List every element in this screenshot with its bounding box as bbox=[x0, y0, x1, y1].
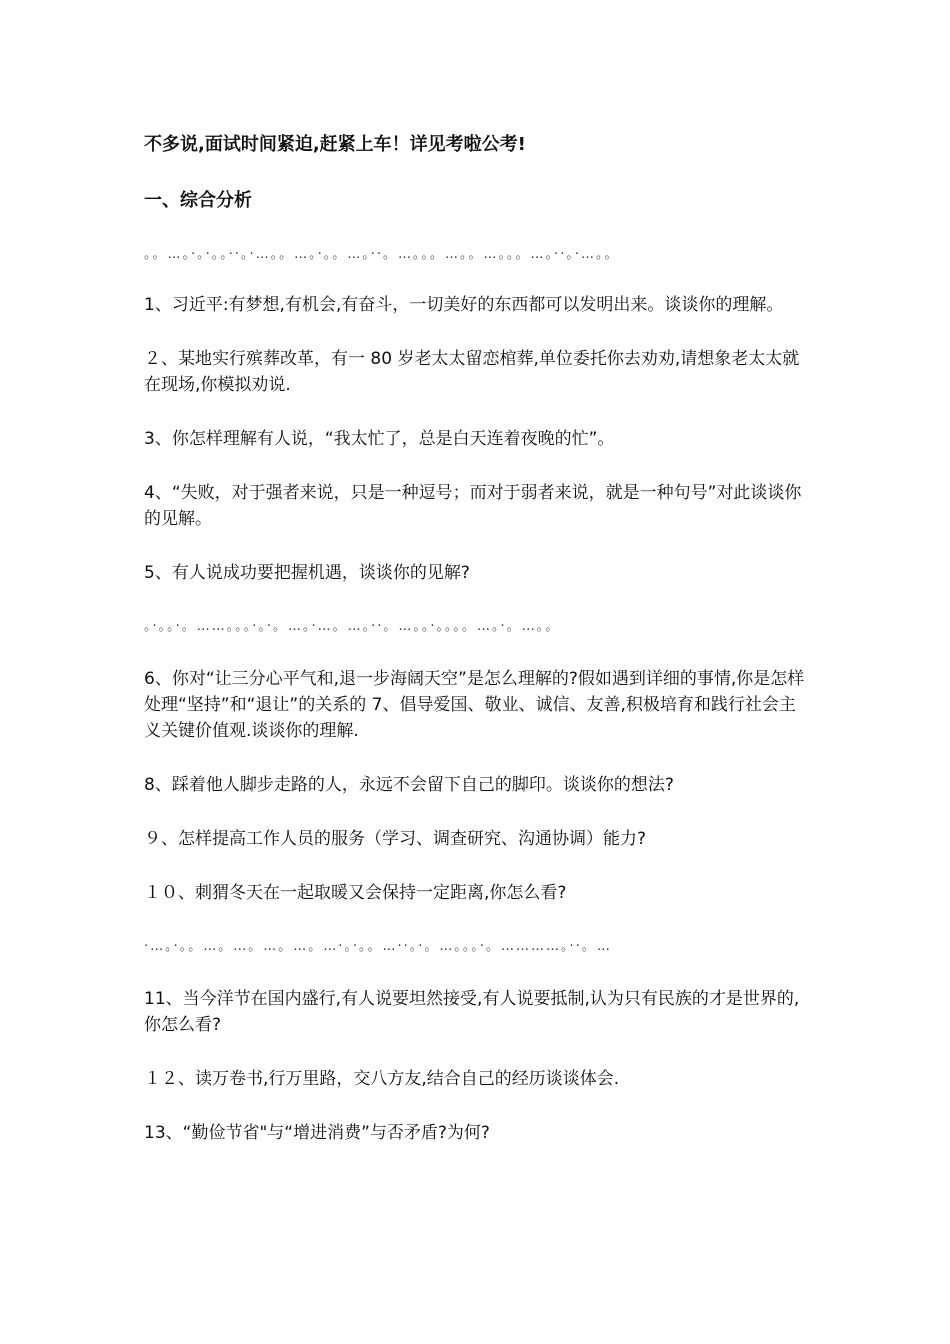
question-3: 3、你怎样理解有人说，“我太忙了，总是白天连着夜晚的忙”。 bbox=[144, 429, 615, 449]
question-4: 4、“失败，对于强者来说，只是一种逗号；而对于弱者来说，就是一种句号”对此谈谈你的见解。 bbox=[144, 483, 802, 529]
question-2: ２、某地实行殡葬改革，有一 80 岁老太太留恋棺葬,单位委托你去劝劝,请想象老太太就在现场,你模拟劝说. bbox=[144, 349, 800, 395]
question-11: 11、当今洋节在国内盛行,有人说要坦然接受,有人说要抵制,认为只有民族的才是世界的,你怎么看? bbox=[144, 989, 800, 1035]
dot-separator-2: 。·。。·。……。。。·。·。…。·…。…。··。…。。·。。。。…。·。…。。 bbox=[144, 619, 561, 634]
question-9: ９、怎样提高工作人员的服务（学习、调查研究、沟通协调）能力? bbox=[144, 829, 647, 849]
question-13: 13、“勤俭节省"与“增进消费”与否矛盾?为何? bbox=[144, 1123, 490, 1143]
question-8: 8、踩着他人脚步走路的人，永远不会留下自己的脚印。谈谈你的想法? bbox=[144, 775, 674, 795]
section-title: 一、综合分析 bbox=[144, 190, 252, 211]
question-1: 1、习近平:有梦想,有机会,有奋斗，一切美好的东西都可以发明出来。谈谈你的理解。 bbox=[144, 295, 784, 315]
question-6: 6、你对“让三分心平气和,退一步海阔天空”是怎么理解的?假如遇到详细的事情,你是怎样处理“坚持”和“退让”的关系的 7、倡导爱国、敬业、诚信、友善,积极培育和践行社会主义关键价值观.谈谈你的理解. bbox=[144, 669, 805, 741]
question-10: １０、刺猬冬天在一起取暖又会保持一定距离,你怎么看? bbox=[144, 883, 567, 903]
intro-text: 不多说,面试时间紧迫,赶紧上车！详见考啦公考! bbox=[144, 134, 526, 155]
question-12: １２、读万卷书,行万里路，交八方友,结合自己的经历谈谈体会. bbox=[144, 1069, 620, 1089]
question-5: 5、有人说成功要把握机遇，谈谈你的见解? bbox=[144, 563, 470, 583]
dot-separator-1: 。。…。·。·。。··。·…。。…。·。。…。··。…。。。…。。…。。。…。··。·…。。 bbox=[144, 247, 620, 262]
dot-separator-3: ·…。·。。…。…。…。…。…·。·。。…··。·。…。。。·。…………。··。… bbox=[144, 939, 612, 954]
